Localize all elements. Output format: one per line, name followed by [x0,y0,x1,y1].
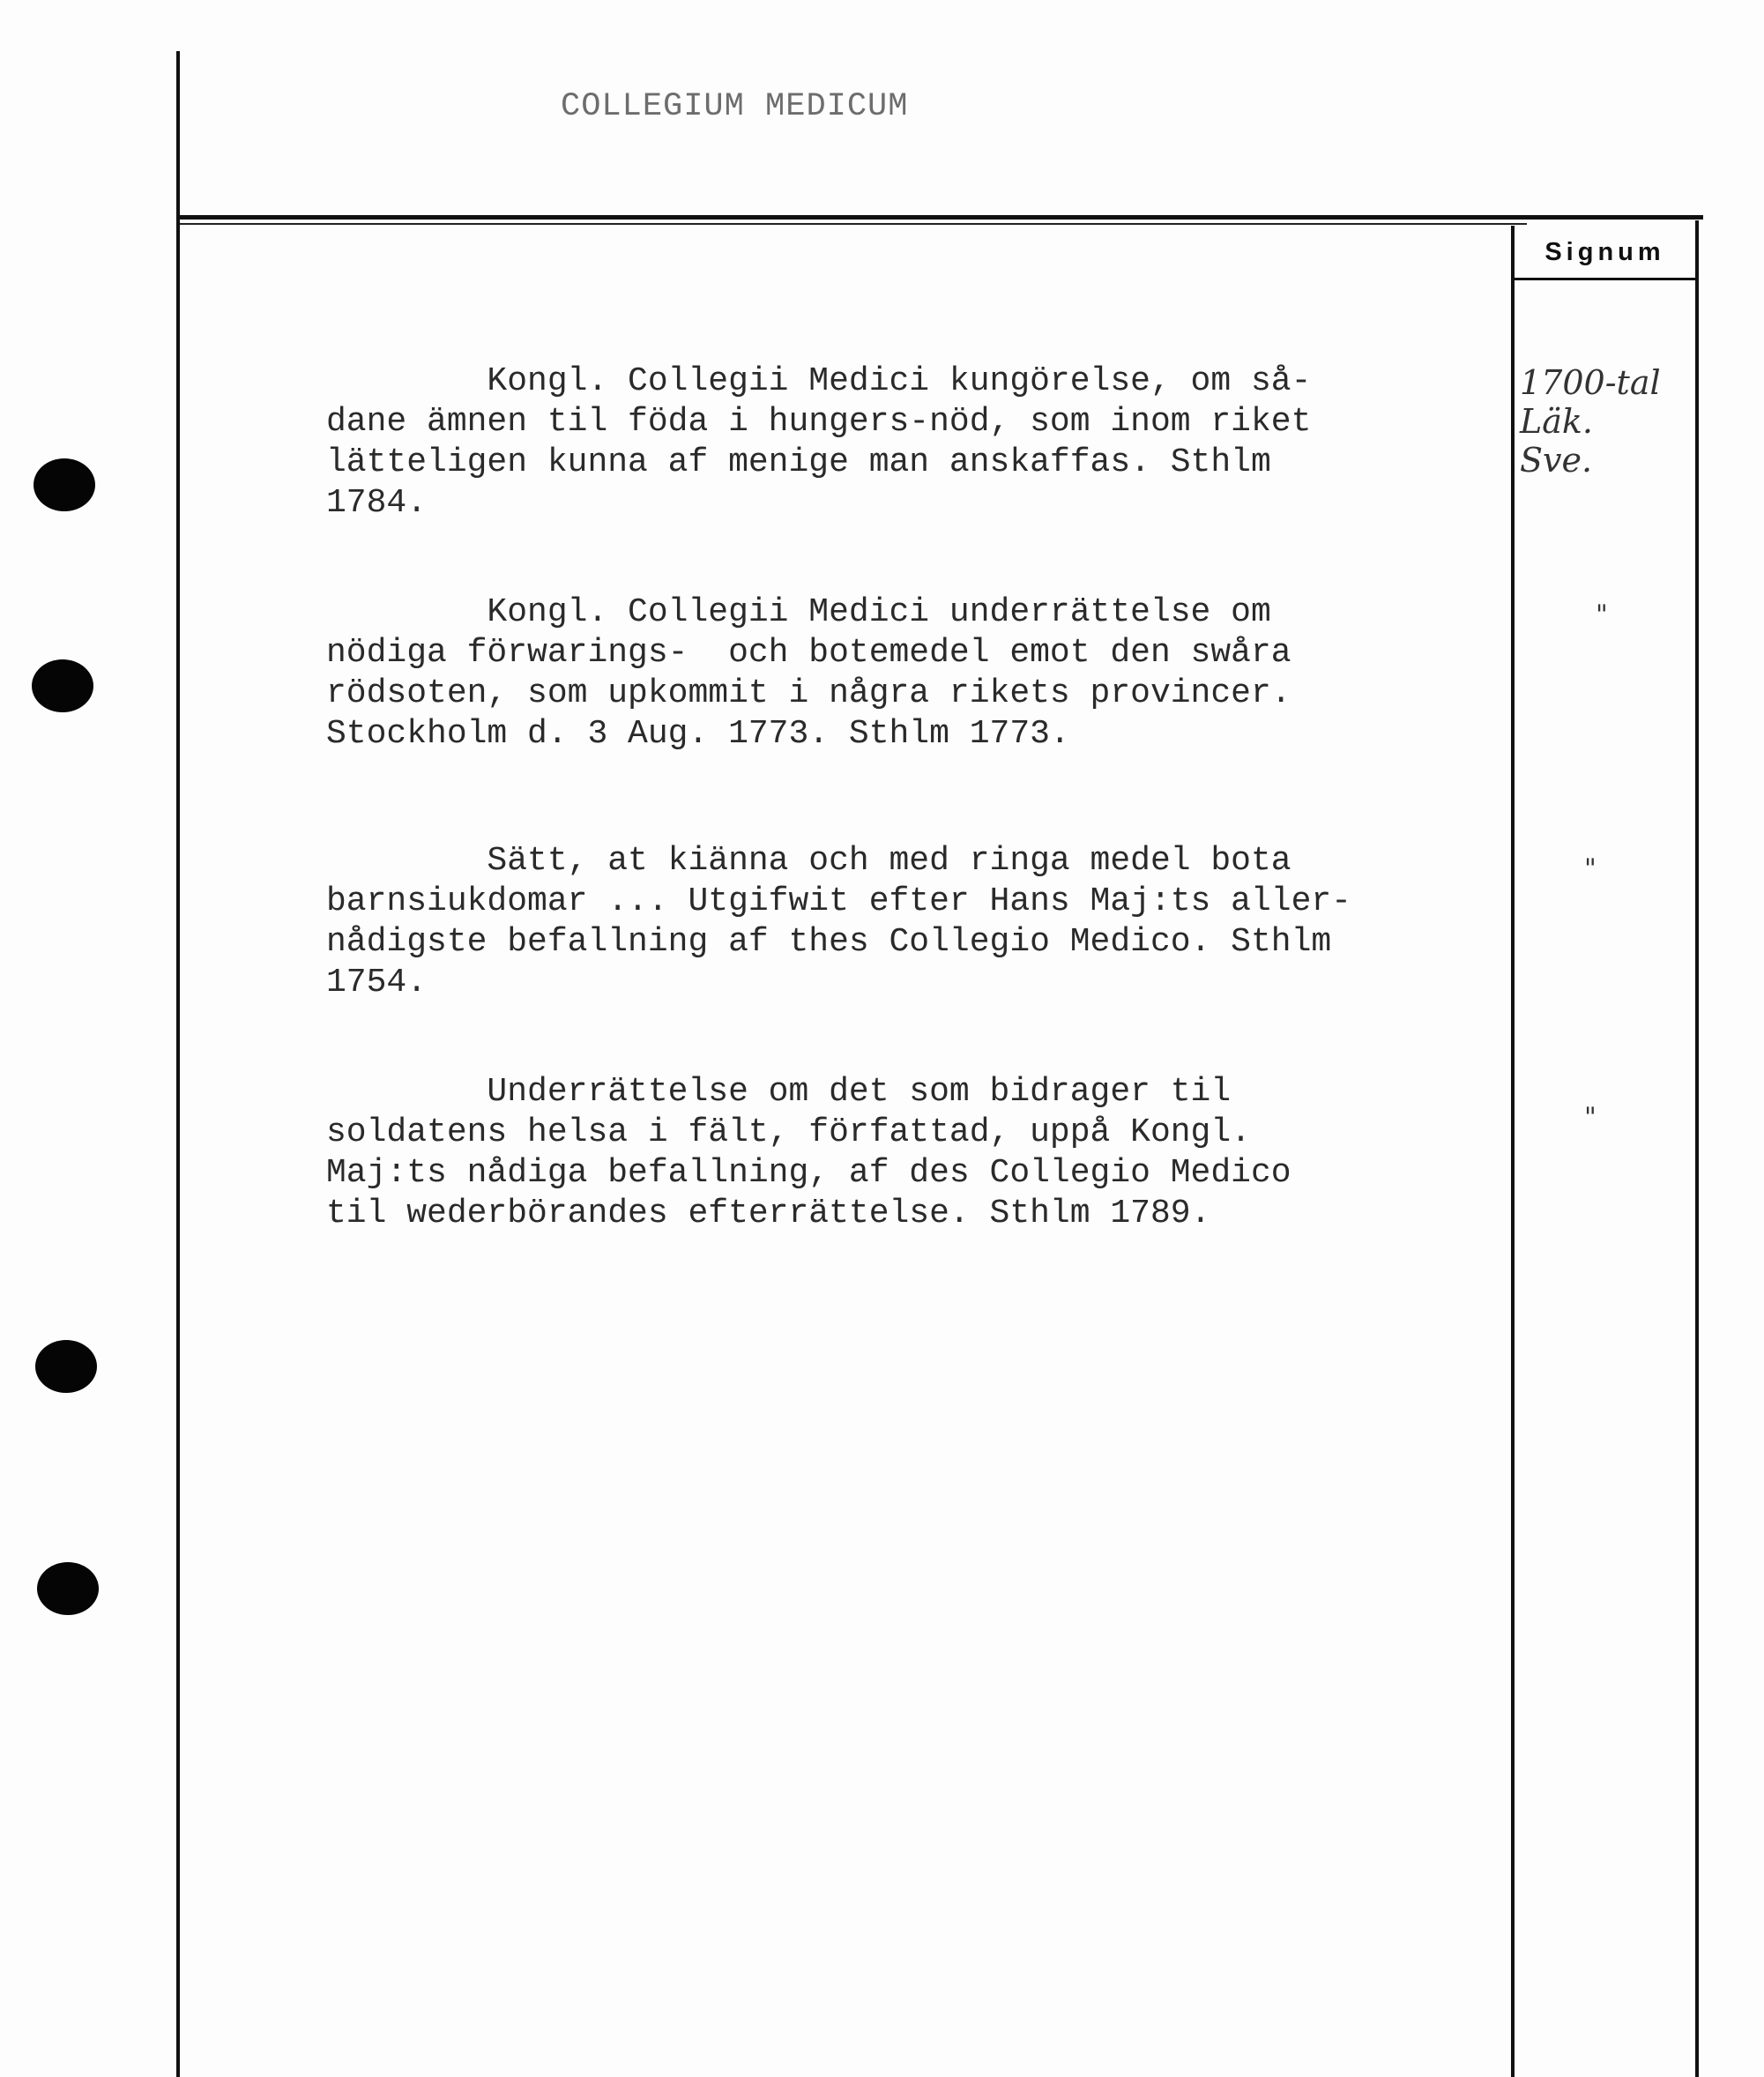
signum-ditto-mark: " [1584,1102,1597,1133]
signum-ditto-mark: " [1584,853,1597,884]
punch-hole [33,458,95,511]
signum-header-label: Signum [1544,238,1665,266]
header-rule [176,215,1703,220]
left-margin-rule [176,51,180,2077]
signum-handwritten-note: 1700-tal Läk. Sve. [1520,363,1661,480]
signum-header-box [1511,226,1699,280]
catalog-entry: Sätt, at kiänna och med ringa medel bota barnsiukdomar ... Utgifwit efter Hans Maj:ts aller- nådigste befallning af thes Collegio Medico. Sthlm 1754. [326,842,1351,1001]
punch-hole [35,1340,97,1393]
catalog-entry: Underrättelse om det som bidrager til soldatens helsa i fält, författad, uppå Kongl. Maj:ts nådiga befallning, af des Collegio Medico til wederbörandes efterrättelse. Sthlm 1789. [326,1073,1291,1232]
card-heading: COLLEGIUM MEDICUM [561,88,909,125]
punch-hole [37,1562,99,1615]
header-rule-thin [180,223,1527,225]
punch-hole [32,659,93,712]
catalog-entry: Kongl. Collegii Medici underrättelse om nödiga förwarings- och botemedel emot den swåra rödsoten, som upkommit i några rikets provincer. Stockholm d. 3 Aug. 1773. Sthlm 1773. [326,593,1291,753]
right-margin-rule [1695,220,1699,2077]
signum-column-rule [1511,226,1515,2077]
catalog-entry: Kongl. Collegii Medici kungörelse, om så- dane ämnen til föda i hungers-nöd, som inom riket lätteligen kunna af menige man anskaffas. Sthlm 1784. [326,362,1312,522]
signum-ditto-mark: " [1596,599,1608,630]
